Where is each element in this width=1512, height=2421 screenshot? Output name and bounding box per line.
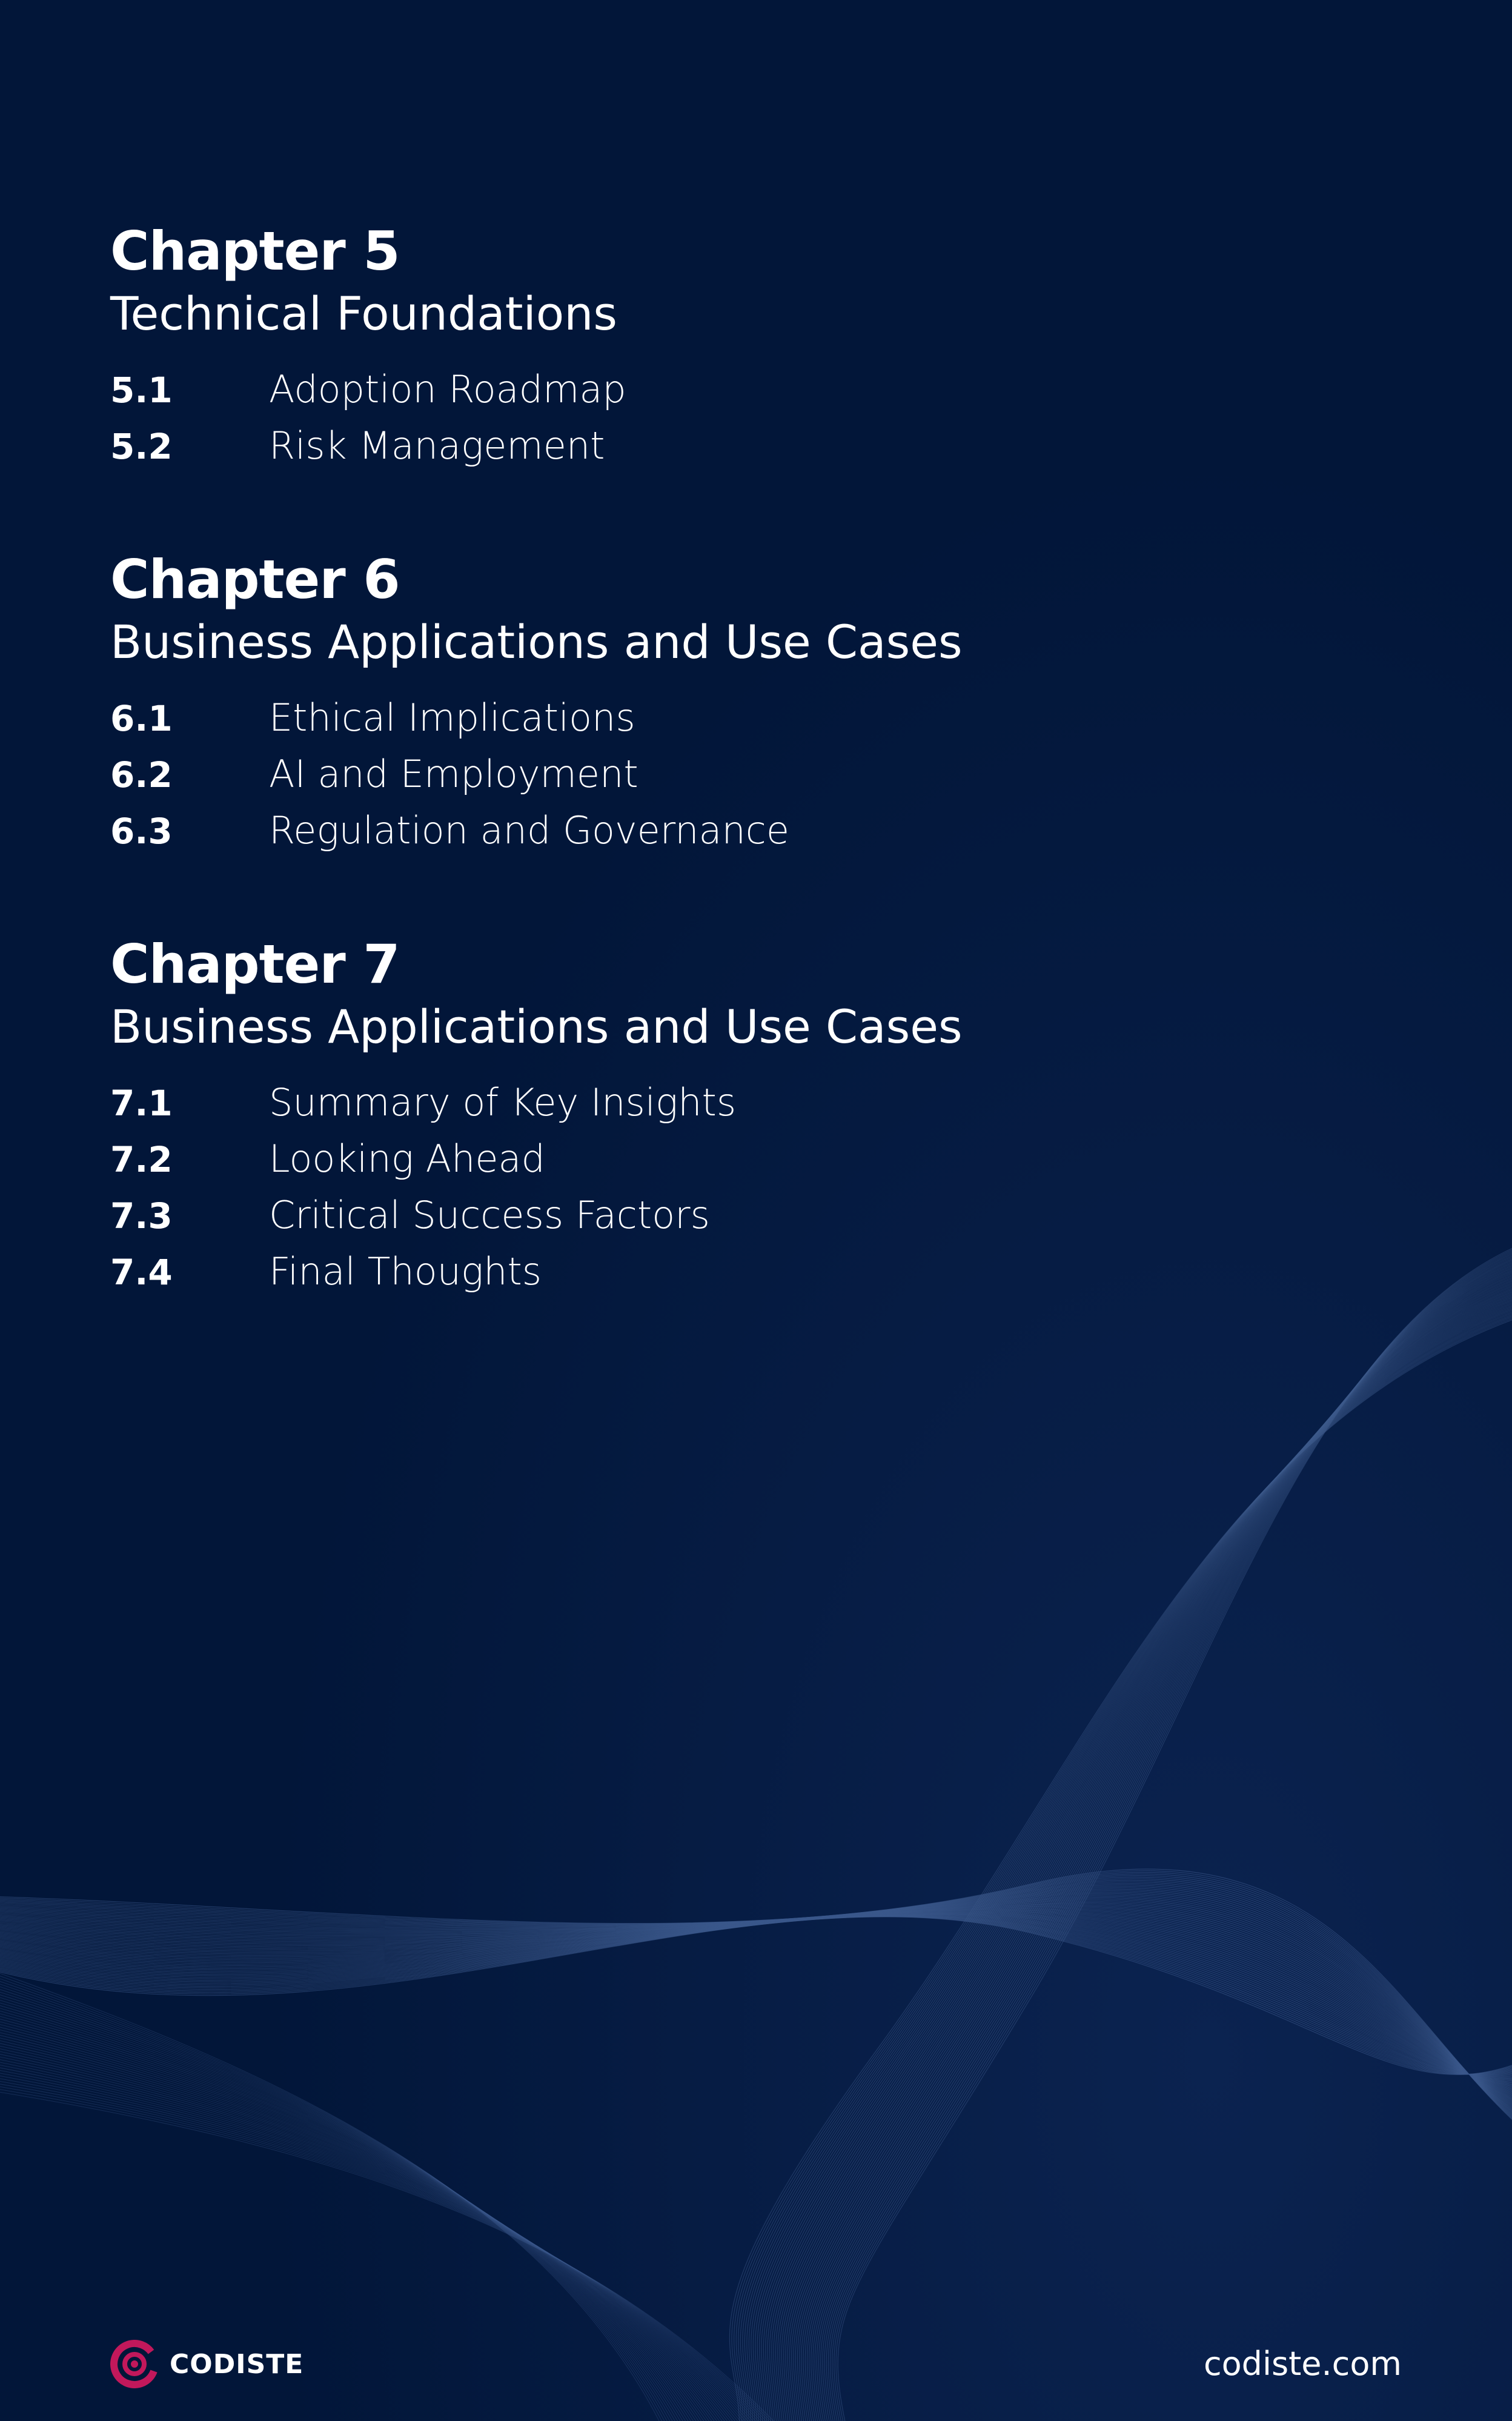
section-number: 6.2 (110, 754, 173, 795)
wave-line (0, 1885, 1512, 2120)
wave-line (815, 1258, 1512, 2421)
chapter-subtitle: Technical Foundations (110, 287, 617, 340)
wave-line (736, 1310, 1512, 2421)
wave-line (788, 1277, 1512, 2421)
wave-line (755, 1298, 1512, 2421)
wave-line (800, 1269, 1512, 2421)
wave-line (763, 1293, 1512, 2421)
wave-line (0, 1988, 686, 2421)
wave-line (813, 1260, 1512, 2421)
section-number: 7.2 (110, 1139, 173, 1180)
section-label: AI and Employment (269, 752, 638, 796)
wave-line (795, 1272, 1512, 2421)
wave-line (761, 1295, 1512, 2421)
wave-line (834, 1244, 1512, 2421)
wave-line (0, 1978, 675, 2421)
chapter-title: Chapter 6 (110, 548, 400, 611)
chapter-7 (110, 931, 1382, 1306)
wave-line (0, 1983, 680, 2421)
wave-line (805, 1265, 1512, 2421)
wave-line (0, 1985, 683, 2421)
wave-line (775, 1285, 1512, 2421)
wave-line (836, 1243, 1512, 2421)
section-item[interactable] (110, 367, 1382, 423)
section-label: Summary of Key Insights (269, 1080, 737, 1124)
section-item[interactable] (110, 423, 1382, 480)
wave-line (744, 1305, 1512, 2421)
section-number: 6.3 (110, 811, 173, 852)
wave-line (747, 1304, 1512, 2421)
wave-line (0, 1996, 694, 2421)
wave-line (786, 1278, 1512, 2421)
wave-line (811, 1261, 1512, 2421)
section-label: Looking Ahead (269, 1137, 545, 1181)
wave-line (766, 1292, 1512, 2421)
wave-line (817, 1257, 1512, 2421)
section-label: Regulation and Governance (269, 808, 790, 852)
wave-line (0, 1994, 691, 2421)
wave-line (780, 1283, 1512, 2421)
codiste-logo-icon (110, 2340, 159, 2388)
footer-logo[interactable] (110, 2340, 303, 2388)
section-number: 6.1 (110, 698, 173, 739)
wave-line (792, 1274, 1512, 2421)
wave-line (0, 2005, 702, 2421)
chapter-6 (110, 546, 1382, 865)
wave-line (768, 1290, 1512, 2421)
website-link[interactable]: codiste.com (1203, 2345, 1402, 2383)
wave-line (732, 1313, 1512, 2421)
section-label: Final Thoughts (269, 1249, 542, 1294)
table-of-contents (110, 218, 1382, 1372)
section-item[interactable] (110, 1080, 1382, 1137)
chapter-subtitle: Business Applications and Use Cases (110, 615, 963, 669)
section-item[interactable] (110, 1249, 1382, 1306)
section-label: Critical Success Factors (269, 1193, 710, 1237)
wave-line (821, 1254, 1512, 2421)
wave-line (823, 1253, 1512, 2421)
wave-line (0, 1991, 688, 2421)
section-item[interactable] (110, 752, 1382, 808)
wave-line (809, 1262, 1512, 2421)
wave-line (778, 1284, 1512, 2421)
wave-line (831, 1247, 1512, 2421)
section-item[interactable] (110, 1193, 1382, 1249)
wave-line (0, 1974, 672, 2421)
wave-line (838, 1242, 1512, 2421)
wave-line (0, 1999, 697, 2421)
wave-line (797, 1270, 1512, 2421)
chapter-title: Chapter 7 (110, 933, 400, 995)
wave-line (781, 1281, 1512, 2421)
wave-line (0, 2010, 708, 2421)
wave-line (819, 1255, 1512, 2421)
wave-line (0, 1908, 1512, 2097)
wave-line (772, 1288, 1512, 2421)
section-item[interactable] (110, 1137, 1382, 1193)
section-label: Ethical Implications (269, 696, 635, 740)
section-number: 7.4 (110, 1252, 173, 1293)
section-number: 7.3 (110, 1195, 173, 1237)
chapter-title: Chapter 5 (110, 220, 400, 282)
wave-line (794, 1273, 1512, 2421)
wave-line (807, 1264, 1512, 2421)
wave-line (769, 1289, 1512, 2421)
wave-line (0, 1915, 1512, 2076)
wave-line (0, 2008, 705, 2421)
wave-line (801, 1267, 1512, 2421)
wave-line (774, 1286, 1512, 2421)
wave-line (803, 1266, 1512, 2421)
section-number: 7.1 (110, 1083, 173, 1124)
wave-line (0, 1980, 677, 2421)
chapter-subtitle: Business Applications and Use Cases (110, 1000, 963, 1054)
section-item[interactable] (110, 808, 1382, 865)
wave-line (743, 1307, 1512, 2421)
wave-line (784, 1280, 1512, 2421)
wave-line (0, 1969, 666, 2421)
wave-line (734, 1312, 1512, 2421)
wave-line (828, 1249, 1512, 2421)
wave-line (832, 1246, 1512, 2421)
section-number: 5.1 (110, 370, 173, 411)
brand-name: CODISTE (170, 2348, 304, 2380)
wave-line (0, 1972, 669, 2421)
wave-line (0, 2002, 700, 2421)
section-number: 5.2 (110, 426, 173, 467)
wave-line (753, 1300, 1512, 2421)
section-item[interactable] (110, 696, 1382, 752)
wave-line (789, 1276, 1512, 2421)
wave-line (0, 1915, 1512, 2077)
chapter-5 (110, 218, 1382, 480)
wave-line (826, 1250, 1512, 2421)
wave-line (824, 1252, 1512, 2421)
section-label: Adoption Roadmap (269, 367, 626, 411)
wave-line (0, 1879, 1512, 2125)
section-label: Risk Management (269, 423, 605, 468)
